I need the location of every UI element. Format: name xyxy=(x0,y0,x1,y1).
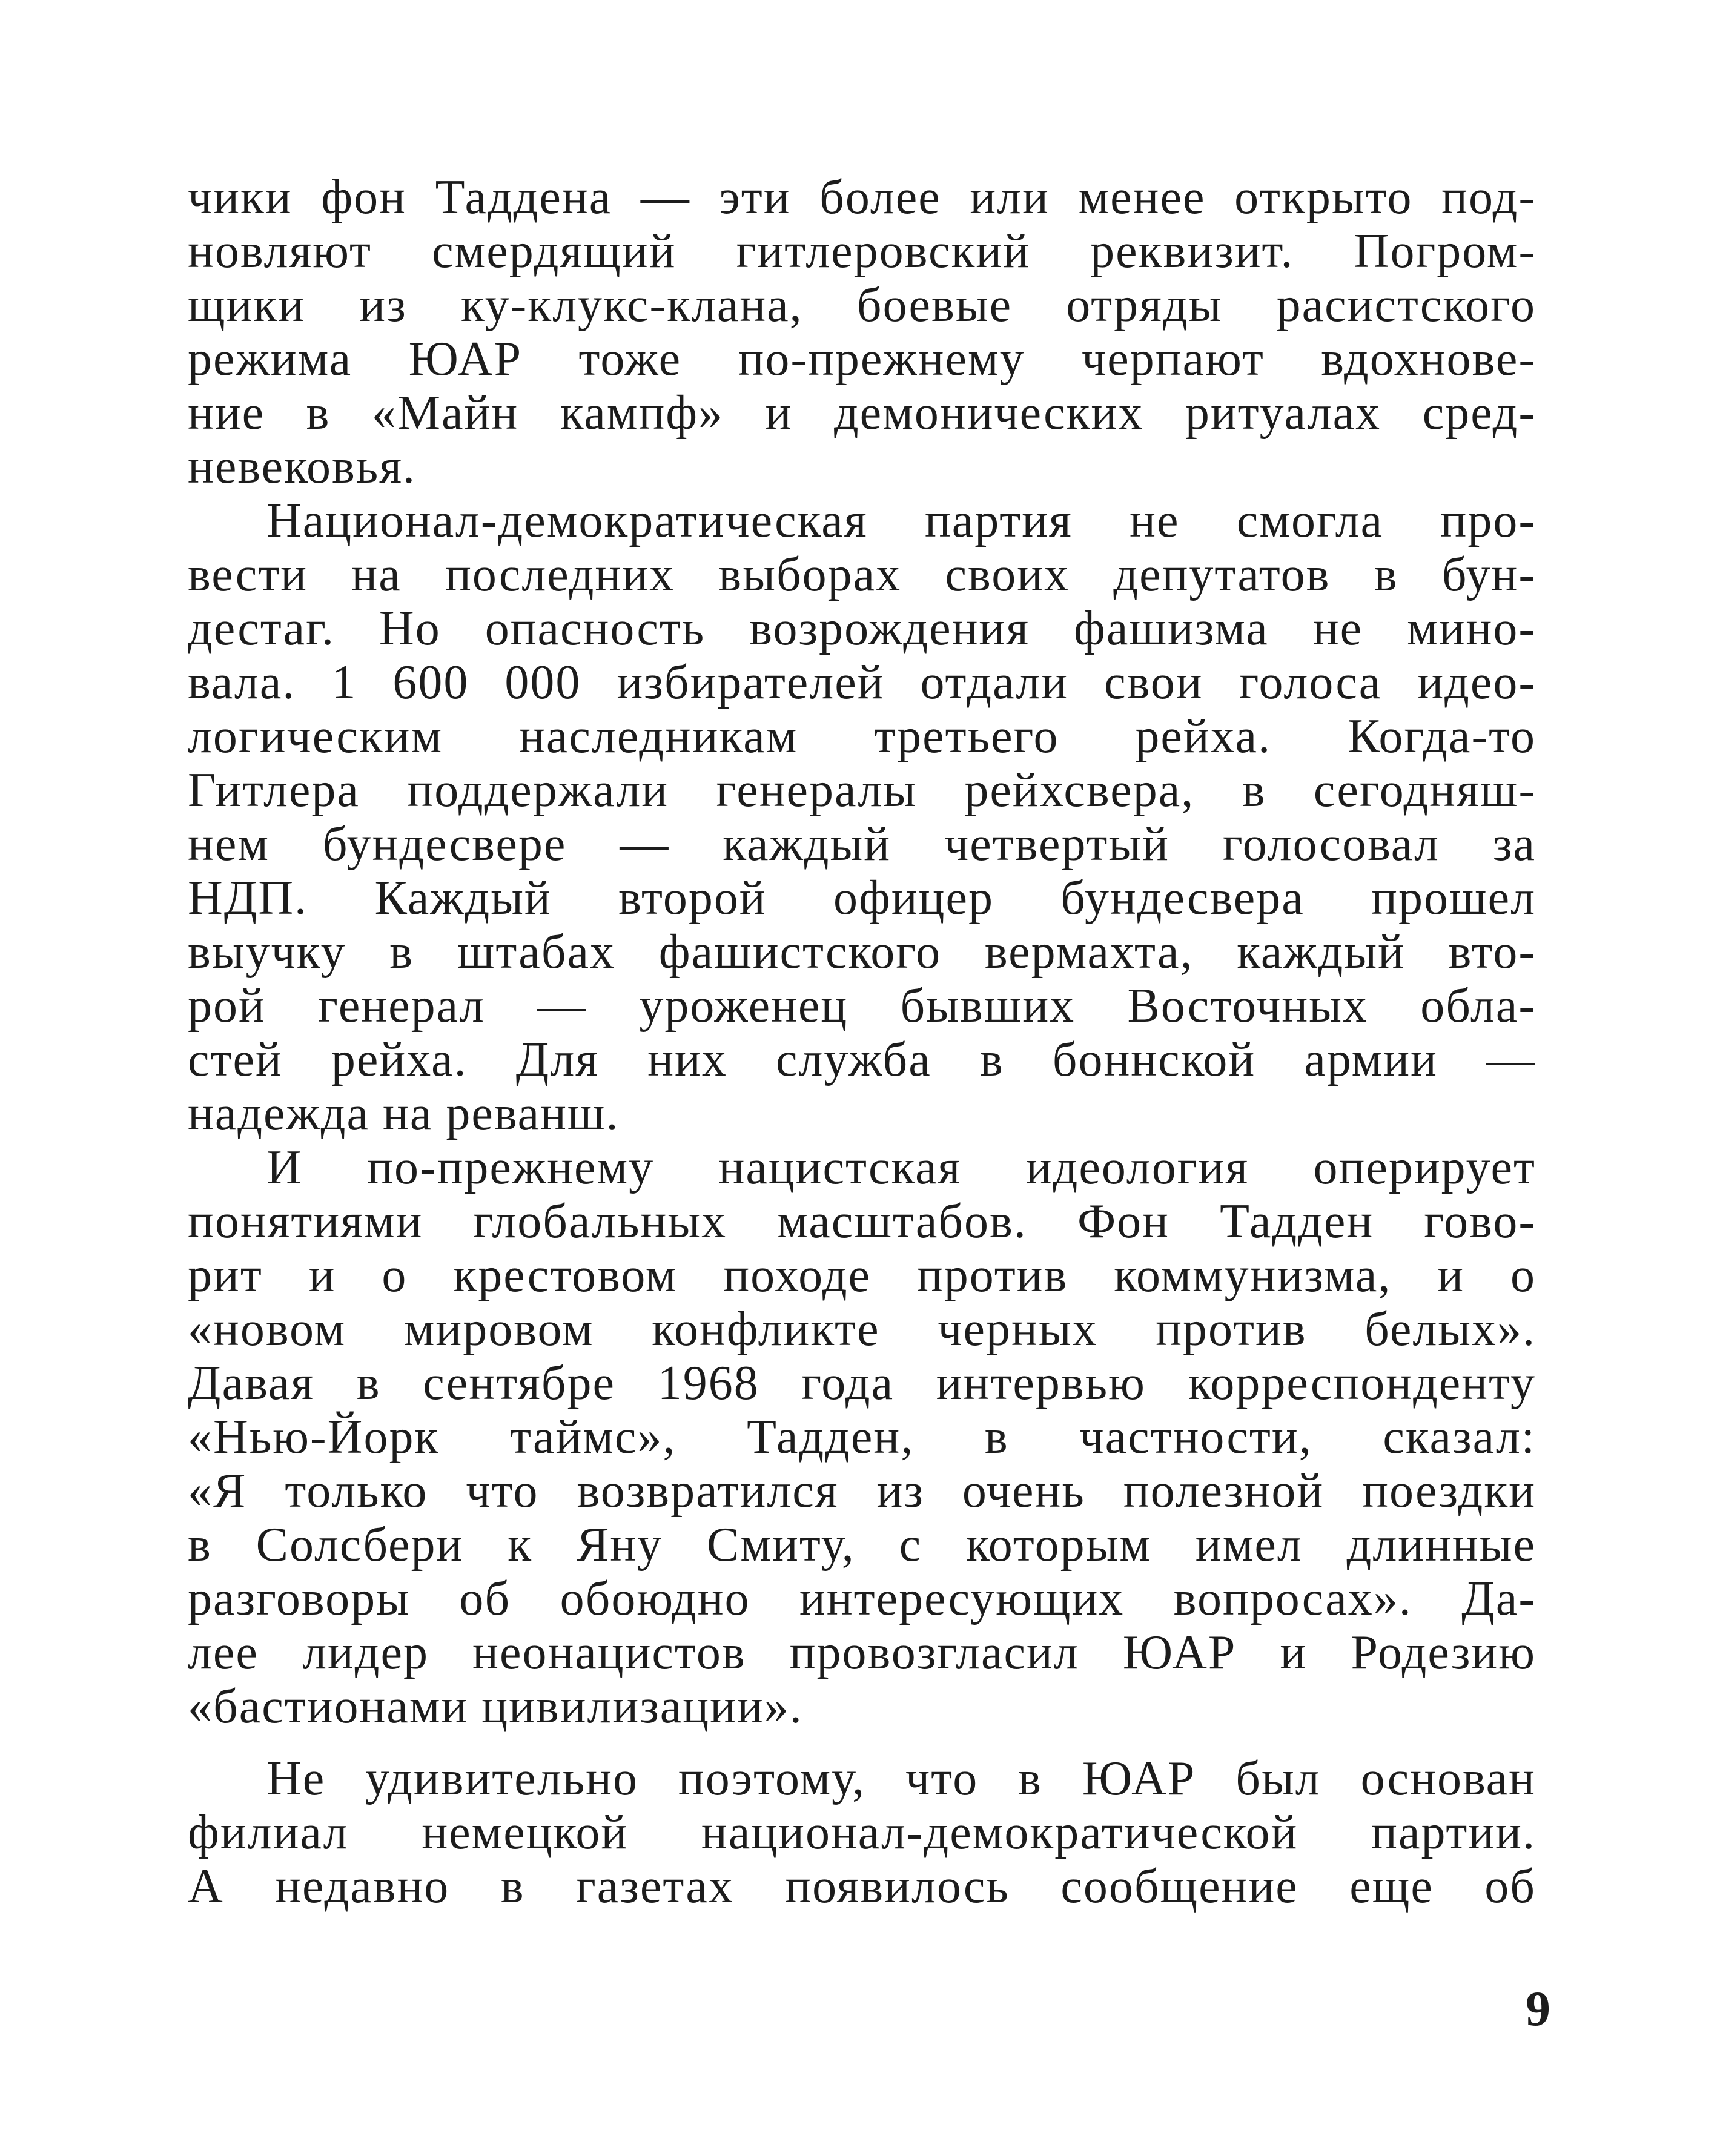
text-line: стей рейха. Для них служба в боннской армии — xyxy=(188,1033,1536,1086)
text-line: рит и о крестовом походе против коммунизма, и о xyxy=(188,1249,1536,1302)
text-line: понятиями глобальных масштабов. Фон Тадден гово- xyxy=(188,1195,1536,1248)
paragraph-1 xyxy=(188,171,1536,494)
paragraph-2 xyxy=(188,494,1536,1141)
text-line: невековья. xyxy=(188,440,416,494)
text-line: вала. 1 600 000 избирателей отдали свои голоса идео- xyxy=(188,656,1536,709)
text-line: А недавно в газетах появилось сообщение еще об xyxy=(188,1860,1536,1913)
paragraph-4 xyxy=(188,1752,1536,1914)
text-line: рой генерал — уроженец бывших Восточных обла- xyxy=(188,979,1536,1033)
text-line: филиал немецкой национал-демократической партии. xyxy=(188,1806,1536,1859)
text-line: «Я только что возвратился из очень полезной поездки xyxy=(188,1464,1536,1518)
text-line: ние в «Майн кампф» и демонических ритуалах сред- xyxy=(188,386,1536,440)
text-line: надежда на реванш. xyxy=(188,1087,620,1140)
text-line: разговоры об обоюдно интересующих вопросах». Да- xyxy=(188,1572,1536,1625)
text-line: логическим наследникам третьего рейха. Когда-то xyxy=(188,710,1536,763)
text-line: И по-прежнему нацистская идеология оперирует xyxy=(266,1141,1536,1194)
text-line: «Нью-Йорк таймс», Тадден, в частности, сказал: xyxy=(188,1410,1536,1464)
text-line: новляют смердящий гитлеровский реквизит. Погром- xyxy=(188,225,1536,278)
paragraph-3 xyxy=(188,1141,1536,1734)
text-line: вести на последних выборах своих депутатов в бун- xyxy=(188,548,1536,601)
text-line: режима ЮАР тоже по-прежнему черпают вдохнове- xyxy=(188,332,1536,386)
text-line: Не удивительно поэтому, что в ЮАР был основан xyxy=(266,1752,1536,1805)
text-line: в Солсбери к Яну Смиту, с которым имел длинные xyxy=(188,1518,1536,1572)
text-line: щики из ку-клукс-клана, боевые отряды расистского xyxy=(188,279,1536,332)
page-number: 9 xyxy=(1526,1981,1550,2036)
text-line: дестаг. Но опасность возрождения фашизма не мино- xyxy=(188,602,1536,655)
text-line: выучку в штабах фашистского вермахта, каждый вто- xyxy=(188,925,1536,979)
text-line: Давая в сентябре 1968 года интервью корреспонденту xyxy=(188,1357,1536,1410)
text-line: чики фон Таддена — эти более или менее открыто под- xyxy=(188,171,1536,224)
text-line: Гитлера поддержали генералы рейхсвера, в сегодняш- xyxy=(188,764,1536,817)
body-text xyxy=(188,171,1536,1914)
text-line: НДП. Каждый второй офицер бундесвера прошел xyxy=(188,871,1536,925)
text-line: лее лидер неонацистов провозгласил ЮАР и Родезию xyxy=(188,1626,1536,1679)
text-line: нем бундесвере — каждый четвертый голосовал за xyxy=(188,818,1536,871)
text-line: Национал-демократическая партия не смогла про- xyxy=(266,494,1536,547)
text-line: «бастионами цивилизации». xyxy=(188,1680,803,1733)
text-line: «новом мировом конфликте черных против белых». xyxy=(188,1303,1536,1356)
